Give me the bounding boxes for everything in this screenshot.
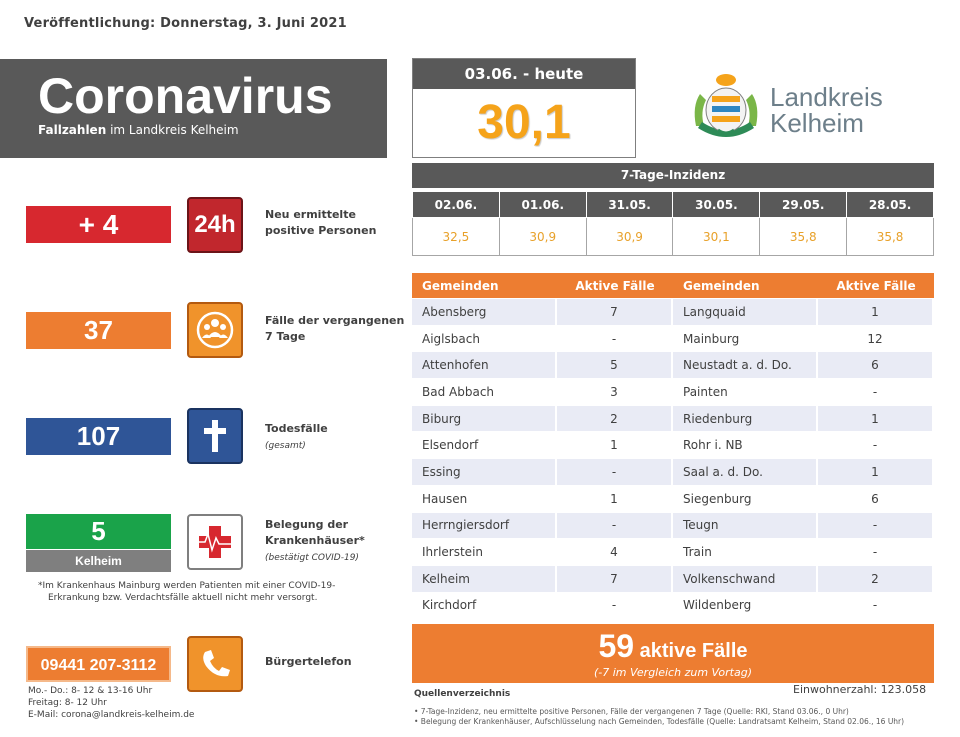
active-cases-count: 1 bbox=[557, 432, 673, 458]
active-cases-box bbox=[412, 624, 934, 683]
hotline-contact bbox=[28, 685, 194, 721]
new-cases-value: + 4 bbox=[26, 206, 171, 243]
hotline-hours-friday: Freitag: 8- 12 Uhr bbox=[28, 698, 107, 708]
table-row bbox=[412, 379, 934, 405]
24h-icon-text: 24h bbox=[194, 211, 236, 238]
incidence-date: 28.05. bbox=[847, 192, 934, 218]
incidence-header-row bbox=[413, 192, 934, 218]
deaths-value: 107 bbox=[26, 418, 171, 455]
active-cases-count: 1 bbox=[818, 459, 934, 485]
table-row bbox=[412, 326, 934, 352]
district-logo-text bbox=[770, 84, 883, 136]
group-icon bbox=[187, 302, 243, 358]
column-header: Aktive Fälle bbox=[818, 273, 934, 298]
new-cases-label bbox=[265, 207, 376, 239]
logo-line1: Landkreis bbox=[770, 82, 883, 112]
hospital-value: 5 bbox=[26, 514, 171, 549]
municipality-name: Wildenberg bbox=[673, 593, 818, 619]
municipality-name: Aiglsbach bbox=[412, 326, 557, 352]
municipality-name: Essing bbox=[412, 459, 557, 485]
today-value: 30,1 bbox=[477, 96, 571, 149]
table-row bbox=[412, 459, 934, 485]
active-cases-comparison: (-7 im Vergleich zum Vortag) bbox=[594, 666, 752, 679]
table-row bbox=[412, 432, 934, 458]
incidence-value: 35,8 bbox=[847, 218, 934, 256]
table-row bbox=[412, 352, 934, 378]
title-banner bbox=[0, 59, 387, 158]
hospital-note: (bestätigt COVID-19) bbox=[265, 553, 359, 563]
hospital-label bbox=[265, 517, 365, 566]
municipality-name: Volkenschwand bbox=[673, 566, 818, 592]
hospital-footnote-line2: Erkrankung bzw. Verdachtsfälle aktuell nicht mehr versorgt. bbox=[48, 593, 318, 603]
municipality-name: Riedenburg bbox=[673, 406, 818, 432]
table-row bbox=[412, 486, 934, 512]
active-cases-count: 1 bbox=[818, 406, 934, 432]
active-cases-count: 7 bbox=[557, 299, 673, 325]
incidence-value: 30,9 bbox=[586, 218, 673, 256]
table-row bbox=[412, 566, 934, 592]
population: Einwohnerzahl: 123.058 bbox=[793, 683, 927, 696]
incidence-table bbox=[412, 191, 934, 256]
new-cases-label-line2: positive Personen bbox=[265, 224, 377, 237]
incidence-value: 30,9 bbox=[499, 218, 586, 256]
table-row bbox=[412, 513, 934, 539]
active-cases-count: 2 bbox=[818, 566, 934, 592]
active-cases-count: - bbox=[557, 459, 673, 485]
incidence-date: 02.06. bbox=[413, 192, 500, 218]
municipality-name: Hausen bbox=[412, 486, 557, 512]
cross-icon bbox=[187, 408, 243, 464]
municipality-name: Elsendorf bbox=[412, 432, 557, 458]
district-logo-icon bbox=[686, 66, 766, 146]
today-label: 03.06. - heute bbox=[413, 59, 635, 89]
municipality-name: Neustadt a. d. Do. bbox=[673, 352, 818, 378]
municipalities-header-row bbox=[412, 273, 934, 298]
active-cases-count: 1 bbox=[557, 486, 673, 512]
table-row bbox=[412, 593, 934, 619]
hospital-icon-graphic bbox=[193, 522, 237, 562]
incidence-date: 31.05. bbox=[586, 192, 673, 218]
deaths-label bbox=[265, 421, 328, 454]
sources-list bbox=[414, 707, 904, 727]
municipality-name: Rohr i. NB bbox=[673, 432, 818, 458]
municipality-name: Abensberg bbox=[412, 299, 557, 325]
municipality-name: Mainburg bbox=[673, 326, 818, 352]
active-cases-count: - bbox=[557, 513, 673, 539]
active-cases-count: 12 bbox=[818, 326, 934, 352]
hospital-footnote-line1: *Im Krankenhaus Mainburg werden Patienten mit einer COVID-19- bbox=[38, 581, 336, 591]
active-cases-text: aktive Fälle bbox=[634, 640, 748, 662]
subtitle-bold: Fallzahlen bbox=[38, 123, 107, 137]
active-cases-number: 59 bbox=[598, 628, 635, 664]
municipality-name: Saal a. d. Do. bbox=[673, 459, 818, 485]
active-cases-count: - bbox=[818, 432, 934, 458]
active-cases-count: 1 bbox=[818, 299, 934, 325]
deaths-note: (gesamt) bbox=[265, 441, 306, 451]
active-cases-count: - bbox=[557, 326, 673, 352]
table-row bbox=[412, 299, 934, 325]
active-cases-count: 2 bbox=[557, 406, 673, 432]
active-cases-count: 3 bbox=[557, 379, 673, 405]
week-cases-label-line2: 7 Tage bbox=[265, 330, 306, 343]
municipality-name: Kelheim bbox=[412, 566, 557, 592]
incidence-title: 7-Tage-Inzidenz bbox=[412, 163, 934, 188]
incidence-value: 35,8 bbox=[760, 218, 847, 256]
municipality-name: Train bbox=[673, 539, 818, 565]
sources-title: Quellenverzeichnis bbox=[414, 689, 511, 699]
active-cases-count: 4 bbox=[557, 539, 673, 565]
district-logo bbox=[686, 66, 926, 146]
municipality-name: Kirchdorf bbox=[412, 593, 557, 619]
active-cases-count: 6 bbox=[818, 486, 934, 512]
group-icon-graphic bbox=[195, 310, 235, 350]
week-cases-label bbox=[265, 313, 404, 345]
incidence-value: 30,1 bbox=[673, 218, 760, 256]
hospital-label-line1: Belegung der bbox=[265, 518, 349, 531]
incidence-value-row bbox=[413, 218, 934, 256]
deaths-label-text: Todesfälle bbox=[265, 422, 328, 435]
active-cases-count: - bbox=[818, 593, 934, 619]
municipality-name: Teugn bbox=[673, 513, 818, 539]
active-cases-count: - bbox=[818, 539, 934, 565]
table-row bbox=[412, 539, 934, 565]
source-item: • Belegung der Krankenhäuser, Aufschlüsselung nach Gemeinden, Todesfälle (Quelle: Landratsamt Kelheim, Stand 02.06., 16 Uhr) bbox=[414, 717, 905, 726]
incidence-date: 30.05. bbox=[673, 192, 760, 218]
municipality-name: Herrngiersdorf bbox=[412, 513, 557, 539]
active-cases-count: - bbox=[818, 513, 934, 539]
municipality-name: Siegenburg bbox=[673, 486, 818, 512]
municipality-name: Ihrlerstein bbox=[412, 539, 557, 565]
municipality-name: Painten bbox=[673, 379, 818, 405]
week-cases-value: 37 bbox=[26, 312, 171, 349]
hotline-hours-weekdays: Mo.- Do.: 8- 12 & 13-16 Uhr bbox=[28, 686, 153, 696]
today-incidence-box bbox=[412, 58, 636, 158]
municipality-name: Attenhofen bbox=[412, 352, 557, 378]
active-cases-count: - bbox=[557, 593, 673, 619]
hotline-label: Bürgertelefon bbox=[265, 655, 352, 668]
source-item: • 7-Tage-Inzidenz, neu ermittelte positive Personen, Fälle der vergangenen 7 Tage (Quelle: RKI, Stand 03.06., 0 Uhr) bbox=[414, 707, 849, 716]
municipalities-table bbox=[412, 272, 934, 619]
column-header: Gemeinden bbox=[412, 273, 557, 298]
24h-icon bbox=[187, 197, 243, 253]
municipality-name: Langquaid bbox=[673, 299, 818, 325]
logo-line2: Kelheim bbox=[770, 108, 864, 138]
incidence-date: 01.06. bbox=[499, 192, 586, 218]
page-title: Coronavirus bbox=[38, 68, 333, 124]
active-cases-count: 6 bbox=[818, 352, 934, 378]
phone-icon bbox=[187, 636, 243, 692]
hospital-location: Kelheim bbox=[26, 550, 171, 572]
municipality-name: Bad Abbach bbox=[412, 379, 557, 405]
week-cases-label-line1: Fälle der vergangenen bbox=[265, 314, 405, 327]
incidence-date: 29.05. bbox=[760, 192, 847, 218]
table-row bbox=[412, 406, 934, 432]
hotline-number[interactable]: 09441 207-3112 bbox=[26, 646, 171, 682]
hospital-icon bbox=[187, 514, 243, 570]
active-cases-count: 5 bbox=[557, 352, 673, 378]
active-cases-count: 7 bbox=[557, 566, 673, 592]
active-cases-headline bbox=[412, 628, 934, 665]
new-cases-label-line1: Neu ermittelte bbox=[265, 208, 356, 221]
column-header: Gemeinden bbox=[673, 273, 818, 298]
phone-icon-graphic bbox=[195, 644, 235, 684]
hospital-footnote bbox=[38, 580, 335, 604]
hotline-email[interactable]: E-Mail: corona@landkreis-kelheim.de bbox=[28, 710, 195, 720]
subtitle-rest: im Landkreis Kelheim bbox=[106, 123, 239, 137]
incidence-value: 32,5 bbox=[413, 218, 500, 256]
publication-date: Veröffentlichung: Donnerstag, 3. Juni 2021 bbox=[24, 16, 347, 31]
column-header: Aktive Fälle bbox=[557, 273, 673, 298]
municipality-name: Biburg bbox=[412, 406, 557, 432]
active-cases-count: - bbox=[818, 379, 934, 405]
page-subtitle bbox=[38, 123, 239, 137]
cross-icon-graphic bbox=[199, 416, 231, 456]
hospital-label-line2: Krankenhäuser* bbox=[265, 534, 365, 547]
